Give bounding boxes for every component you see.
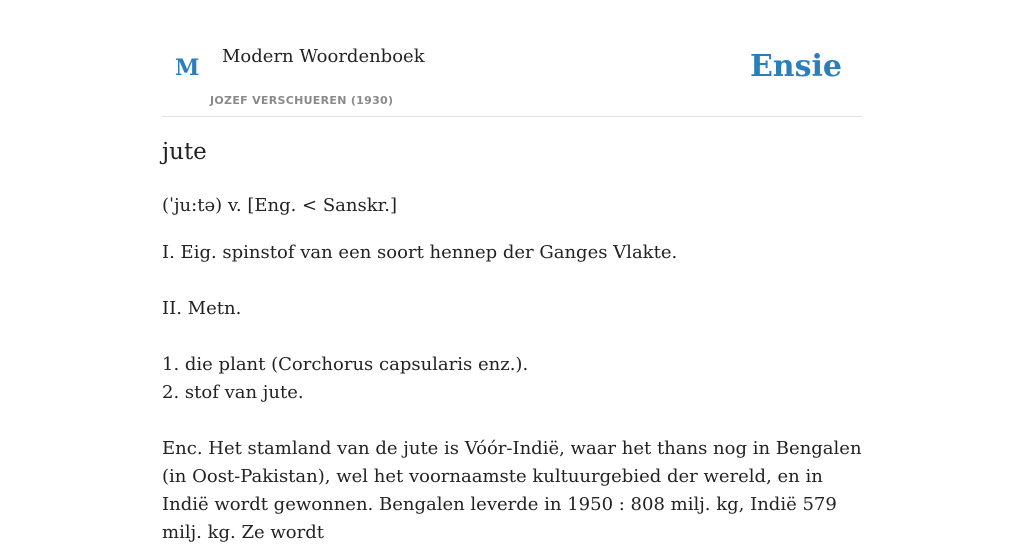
- page: [162, 0, 862, 543]
- sense-1: I. Eig. spinstof van een soort hennep der Ganges Vlakte.: [162, 242, 678, 263]
- book-logo[interactable]: M: [175, 55, 200, 81]
- pronunciation: (ˈju:tə) v. [Eng. < Sanskr.]: [162, 195, 398, 216]
- book-title[interactable]: Modern Woordenboek: [222, 46, 425, 67]
- encyclopedia-text: Enc. Het stamland van de jute is Vóór-Indië, waar het thans nog in Bengalen (in Oost-Pakistan), wel het voornaamste kultuurgebied der wereld, en in Indië wordt gewonnen. Bengalen leverde in 1950 : 808 milj. kg, Indië 579 milj. kg. Ze wordt: [162, 438, 862, 543]
- sub-sense-2: 2. stof van jute.: [162, 382, 304, 403]
- entry-word: jute: [162, 139, 207, 165]
- brand-logo[interactable]: Ensie: [749, 49, 842, 84]
- book-author: JOZEF VERSCHUEREN (1930): [210, 94, 394, 107]
- entry-content: [162, 192, 862, 547]
- sub-sense-1: 1. die plant (Corchorus capsularis enz.).: [162, 354, 529, 375]
- header: [162, 0, 862, 117]
- sense-2: II. Metn.: [162, 298, 242, 319]
